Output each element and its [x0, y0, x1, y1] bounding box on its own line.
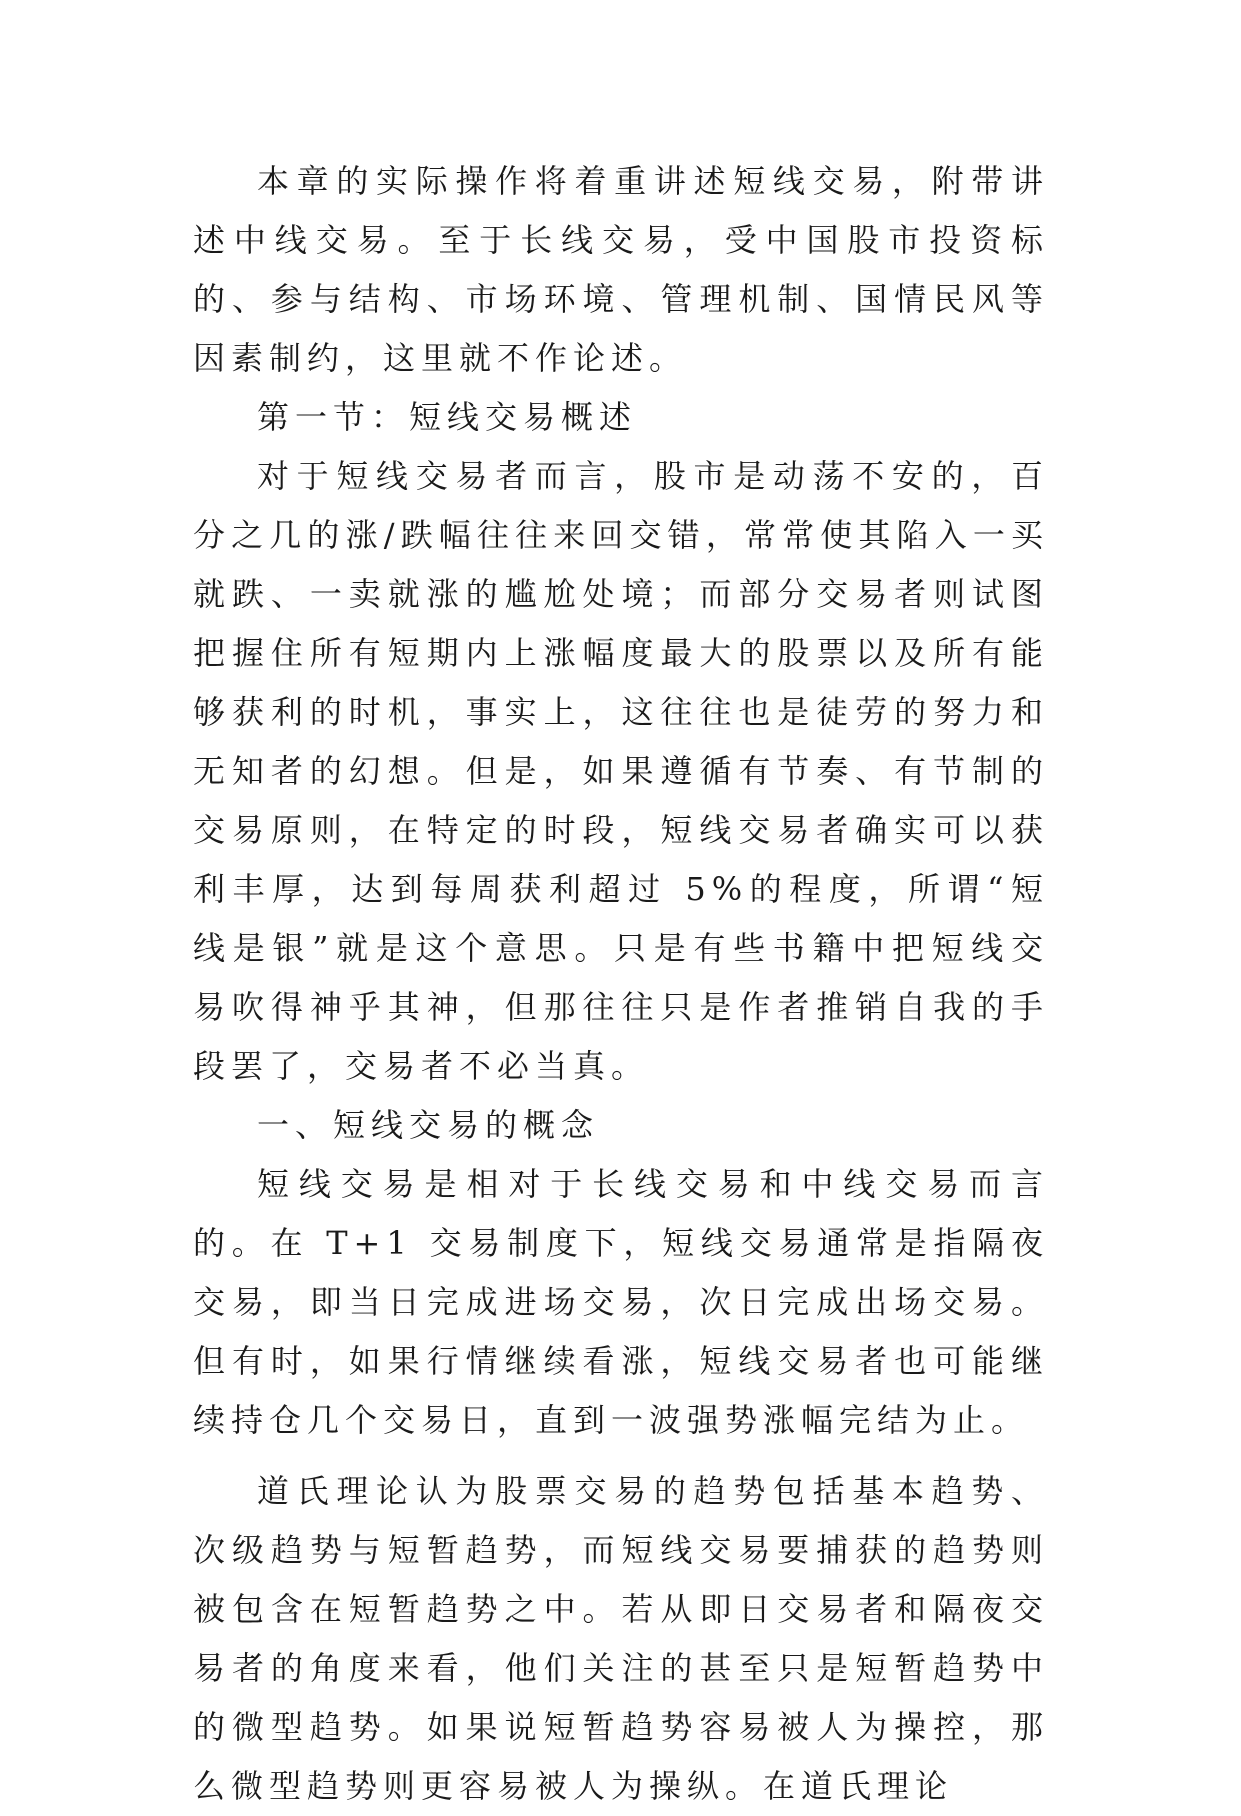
body-paragraph: 短线交易是相对于长线交易和中线交易而言的。在 T+1 交易制度下，短线交易通常是指隔夜交易，即当日完成进场交易，次日完成出场交易。但有时，如果行情继续看涨，短线交易者也可能继续持仓几个交易日，直到一波强势涨幅完结为止。 — [193, 1165, 1049, 1439]
body-paragraph: 对于短线交易者而言，股市是动荡不安的，百分之几的涨/跌幅往往来回交错，常常使其陷入一买就跌、一卖就涨的尴尬处境；而部分交易者则试图把握住所有短期内上涨幅度最大的股票以及所有能够获利的时机，事实上，这往往也是徒劳的努力和无知者的幻想。但是，如果遵循有节奏、有节制的交易原则，在特定的时段，短线交易者确实可以获利丰厚，达到每周获利超过 5%的程度，所谓“短线是银”就是这个意思。只是有些书籍中把短线交易吹得神乎其神，但那往往只是作者推销自我的手段罢了，交易者不必当真。 — [193, 457, 1049, 1085]
subsection-heading: 一、短线交易的概念 — [257, 1106, 600, 1144]
document-body — [193, 152, 1049, 1816]
section-heading: 第一节：短线交易概述 — [257, 398, 638, 436]
body-paragraph: 道氏理论认为股票交易的趋势包括基本趋势、次级趋势与短暂趋势，而短线交易要捕获的趋势则被包含在短暂趋势之中。若从即日交易者和隔夜交易者的角度来看，他们关注的甚至只是短暂趋势中的微型趋势。如果说短暂趋势容易被人为操控，那么微型趋势则更容易被人为操纵。在道氏理论 — [193, 1472, 1049, 1805]
intro-paragraph: 本章的实际操作将着重讲述短线交易，附带讲述中线交易。至于长线交易，受中国股市投资标的、参与结构、市场环境、管理机制、国情民风等因素制约，这里就不作论述。 — [193, 162, 1049, 377]
